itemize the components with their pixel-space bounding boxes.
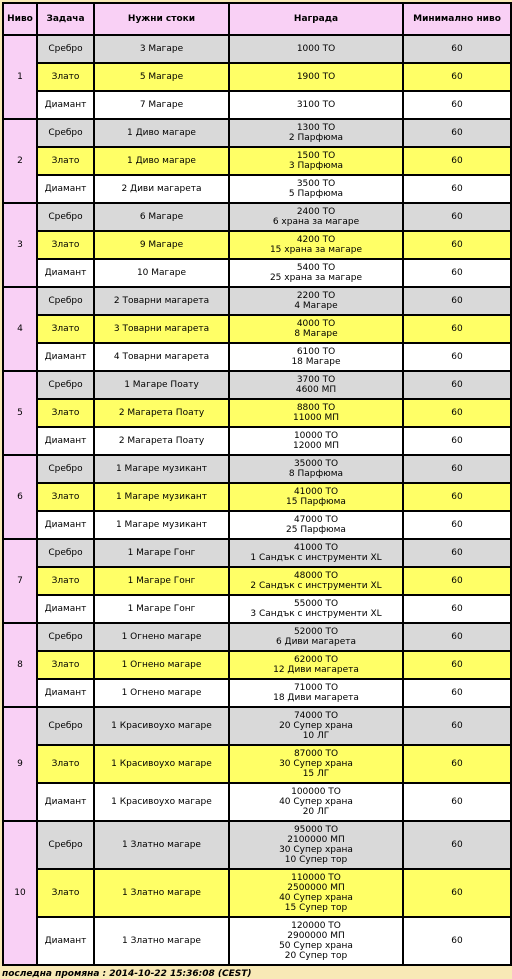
level-cell: 8 [3, 623, 37, 707]
table-row [3, 539, 511, 567]
reward-line: 4 Магаре [294, 301, 338, 311]
reward-line: 4600 МП [295, 385, 337, 395]
reward-line: 30 Супер храна [279, 845, 353, 855]
table-row [3, 483, 511, 511]
needed-goods-cell: 6 Магаре [94, 203, 229, 231]
reward-line: 8 Парфюма [288, 469, 344, 479]
reward-cell [229, 511, 403, 539]
reward-line: 41000 ТО [293, 487, 339, 497]
reward-line: 1000 ТО [296, 44, 336, 54]
task-cell: Злато [37, 63, 94, 91]
task-cell: Диамант [37, 427, 94, 455]
reward-line: 15 ЛГ [302, 769, 330, 779]
min-level-cell: 60 [403, 483, 511, 511]
reward-line: 41000 ТО [293, 543, 339, 553]
reward-line: 20 Супер тор [284, 951, 348, 961]
reward-cell [229, 399, 403, 427]
table-row [3, 917, 511, 965]
level-cell: 3 [3, 203, 37, 287]
task-cell: Злато [37, 651, 94, 679]
needed-goods-cell: 1 Магаре Гонг [94, 539, 229, 567]
needed-goods-cell: 2 Товарни магарета [94, 287, 229, 315]
reward-line: 1 Сандък с инструменти XL [250, 553, 382, 563]
min-level-cell: 60 [403, 623, 511, 651]
table-row [3, 679, 511, 707]
min-level-cell: 60 [403, 511, 511, 539]
task-cell: Злато [37, 483, 94, 511]
task-cell: Диамант [37, 91, 94, 119]
reward-line: 25 храна за магаре [269, 273, 363, 283]
needed-goods-cell: 1 Магаре музикант [94, 511, 229, 539]
min-level-cell: 60 [403, 783, 511, 821]
min-level-cell: 60 [403, 427, 511, 455]
reward-cell [229, 35, 403, 63]
task-cell: Злато [37, 315, 94, 343]
reward-line: 55000 ТО [293, 599, 339, 609]
reward-line: 35000 ТО [293, 459, 339, 469]
table-row [3, 869, 511, 917]
table-row [3, 63, 511, 91]
reward-line: 8 Магаре [294, 329, 338, 339]
reward-cell [229, 595, 403, 623]
reward-cell [229, 821, 403, 869]
reward-cell [229, 231, 403, 259]
reward-line: 110000 ТО [291, 873, 341, 883]
reward-line: 2100000 МП [287, 835, 345, 845]
reward-line: 18 Диви магарета [273, 693, 359, 703]
min-level-cell: 60 [403, 399, 511, 427]
task-cell: Злато [37, 147, 94, 175]
reward-line: 2200 ТО [296, 291, 336, 301]
table-row [3, 595, 511, 623]
reward-cell [229, 147, 403, 175]
task-cell: Сребро [37, 35, 94, 63]
reward-line: 50 Супер храна [279, 941, 353, 951]
reward-line: 6 Диви магарета [275, 637, 357, 647]
table-row [3, 231, 511, 259]
needed-goods-cell: 1 Красивоухо магаре [94, 745, 229, 783]
min-level-cell: 60 [403, 147, 511, 175]
task-cell: Диамант [37, 343, 94, 371]
reward-line: 11000 МП [292, 413, 340, 423]
reward-line: 12000 МП [292, 441, 340, 451]
task-cell: Сребро [37, 287, 94, 315]
reward-line: 48000 ТО [293, 571, 339, 581]
header-min-level: Минимално ниво [403, 3, 511, 35]
table-body [3, 35, 511, 965]
reward-cell [229, 567, 403, 595]
needed-goods-cell: 1 Магаре музикант [94, 455, 229, 483]
reward-line: 20 Супер храна [279, 721, 353, 731]
quest-table [2, 2, 512, 966]
reward-line: 3 Сандък с инструменти XL [250, 609, 382, 619]
reward-line: 2400 ТО [296, 207, 336, 217]
table-row [3, 455, 511, 483]
table-row [3, 371, 511, 399]
reward-line: 10000 ТО [293, 431, 339, 441]
task-cell: Сребро [37, 707, 94, 745]
min-level-cell: 60 [403, 707, 511, 745]
table-row [3, 315, 511, 343]
task-cell: Злато [37, 399, 94, 427]
needed-goods-cell: 3 Магаре [94, 35, 229, 63]
needed-goods-cell: 1 Магаре музикант [94, 483, 229, 511]
reward-line: 4000 ТО [296, 319, 336, 329]
reward-line: 3100 ТО [296, 100, 336, 110]
level-cell: 6 [3, 455, 37, 539]
reward-cell [229, 917, 403, 965]
min-level-cell: 60 [403, 35, 511, 63]
needed-goods-cell: 4 Товарни магарета [94, 343, 229, 371]
reward-line: 87000 ТО [293, 749, 339, 759]
table-row [3, 623, 511, 651]
needed-goods-cell: 1 Магаре Гонг [94, 567, 229, 595]
task-cell: Злато [37, 869, 94, 917]
needed-goods-cell: 1 Диво магаре [94, 119, 229, 147]
task-cell: Диамант [37, 175, 94, 203]
task-cell: Сребро [37, 623, 94, 651]
table-row [3, 399, 511, 427]
level-cell: 5 [3, 371, 37, 455]
reward-cell [229, 783, 403, 821]
reward-cell [229, 259, 403, 287]
min-level-cell: 60 [403, 119, 511, 147]
reward-line: 10 Супер тор [284, 855, 348, 865]
needed-goods-cell: 1 Красивоухо магаре [94, 707, 229, 745]
needed-goods-cell: 1 Огнено магаре [94, 651, 229, 679]
table-row [3, 147, 511, 175]
table-row [3, 745, 511, 783]
task-cell: Сребро [37, 539, 94, 567]
header-level: Ниво [3, 3, 37, 35]
reward-line: 3700 ТО [296, 375, 336, 385]
task-cell: Диамант [37, 511, 94, 539]
reward-cell [229, 679, 403, 707]
needed-goods-cell: 1 Огнено магаре [94, 623, 229, 651]
table-row [3, 651, 511, 679]
reward-cell [229, 483, 403, 511]
task-cell: Злато [37, 745, 94, 783]
needed-goods-cell: 2 Диви магарета [94, 175, 229, 203]
reward-cell [229, 707, 403, 745]
min-level-cell: 60 [403, 651, 511, 679]
task-cell: Злато [37, 231, 94, 259]
reward-line: 1500 ТО [296, 151, 336, 161]
reward-line: 15 Парфюма [286, 497, 346, 507]
table-header-row [3, 3, 511, 35]
level-cell: 4 [3, 287, 37, 371]
reward-line: 1300 ТО [296, 123, 336, 133]
min-level-cell: 60 [403, 203, 511, 231]
reward-cell [229, 869, 403, 917]
reward-line: 30 Супер храна [279, 759, 353, 769]
reward-line: 100000 ТО [291, 787, 341, 797]
min-level-cell: 60 [403, 745, 511, 783]
reward-line: 40 Супер храна [279, 797, 353, 807]
reward-cell [229, 371, 403, 399]
reward-line: 52000 ТО [293, 627, 339, 637]
reward-cell [229, 203, 403, 231]
needed-goods-cell: 10 Магаре [94, 259, 229, 287]
reward-line: 71000 ТО [293, 683, 339, 693]
reward-line: 74000 ТО [293, 711, 339, 721]
task-cell: Злато [37, 567, 94, 595]
level-cell: 7 [3, 539, 37, 623]
reward-line: 10 ЛГ [302, 731, 330, 741]
reward-line: 3500 ТО [296, 179, 336, 189]
min-level-cell: 60 [403, 595, 511, 623]
needed-goods-cell: 1 Магаре Поату [94, 371, 229, 399]
reward-line: 40 Супер храна [279, 893, 353, 903]
reward-line: 25 Парфюма [286, 525, 346, 535]
table-row [3, 203, 511, 231]
needed-goods-cell: 1 Красивоухо магаре [94, 783, 229, 821]
min-level-cell: 60 [403, 679, 511, 707]
task-cell: Диамант [37, 917, 94, 965]
needed-goods-cell: 1 Златно магаре [94, 821, 229, 869]
reward-line: 95000 ТО [293, 825, 339, 835]
min-level-cell: 60 [403, 175, 511, 203]
reward-line: 8800 ТО [296, 403, 336, 413]
reward-line: 6100 ТО [296, 347, 336, 357]
reward-line: 2500000 МП [287, 883, 345, 893]
task-cell: Сребро [37, 821, 94, 869]
table-row [3, 91, 511, 119]
min-level-cell: 60 [403, 917, 511, 965]
header-needed-goods: Нужни стоки [94, 3, 229, 35]
reward-cell [229, 455, 403, 483]
reward-cell [229, 175, 403, 203]
reward-line: 1900 ТО [296, 72, 336, 82]
level-cell: 10 [3, 821, 37, 965]
header-reward: Награда [229, 3, 403, 35]
reward-line: 5400 ТО [296, 263, 336, 273]
min-level-cell: 60 [403, 91, 511, 119]
reward-line: 62000 ТО [293, 655, 339, 665]
table-row [3, 287, 511, 315]
min-level-cell: 60 [403, 231, 511, 259]
reward-line: 2900000 МП [287, 931, 345, 941]
reward-line: 20 ЛГ [302, 807, 330, 817]
table-row [3, 119, 511, 147]
header-task: Задача [37, 3, 94, 35]
reward-line: 12 Диви магарета [273, 665, 359, 675]
level-cell: 1 [3, 35, 37, 119]
reward-line: 5 Парфюма [288, 189, 344, 199]
reward-line: 3 Парфюма [288, 161, 344, 171]
task-cell: Сребро [37, 371, 94, 399]
task-cell: Сребро [37, 119, 94, 147]
table-row [3, 821, 511, 869]
reward-line: 120000 ТО [291, 921, 341, 931]
reward-cell [229, 651, 403, 679]
min-level-cell: 60 [403, 343, 511, 371]
min-level-cell: 60 [403, 455, 511, 483]
table-row [3, 175, 511, 203]
reward-cell [229, 63, 403, 91]
needed-goods-cell: 2 Магарета Поату [94, 427, 229, 455]
min-level-cell: 60 [403, 63, 511, 91]
reward-cell [229, 745, 403, 783]
reward-line: 4200 ТО [296, 235, 336, 245]
table-row [3, 707, 511, 745]
reward-line: 6 храна за магаре [272, 217, 360, 227]
needed-goods-cell: 1 Златно магаре [94, 917, 229, 965]
reward-cell [229, 623, 403, 651]
reward-cell [229, 287, 403, 315]
table-row [3, 783, 511, 821]
min-level-cell: 60 [403, 315, 511, 343]
min-level-cell: 60 [403, 287, 511, 315]
reward-cell [229, 119, 403, 147]
needed-goods-cell: 5 Магаре [94, 63, 229, 91]
reward-line: 2 Парфюма [288, 133, 344, 143]
table-row [3, 343, 511, 371]
task-cell: Диамант [37, 595, 94, 623]
needed-goods-cell: 3 Товарни магарета [94, 315, 229, 343]
needed-goods-cell: 2 Магарета Поату [94, 399, 229, 427]
table-row [3, 427, 511, 455]
reward-cell [229, 539, 403, 567]
needed-goods-cell: 9 Магаре [94, 231, 229, 259]
reward-line: 47000 ТО [293, 515, 339, 525]
min-level-cell: 60 [403, 539, 511, 567]
reward-line: 2 Сандък с инструменти XL [250, 581, 382, 591]
table-row [3, 511, 511, 539]
needed-goods-cell: 1 Огнено магаре [94, 679, 229, 707]
level-cell: 9 [3, 707, 37, 821]
table-row [3, 567, 511, 595]
reward-cell [229, 427, 403, 455]
needed-goods-cell: 1 Диво магаре [94, 147, 229, 175]
min-level-cell: 60 [403, 371, 511, 399]
min-level-cell: 60 [403, 259, 511, 287]
reward-line: 15 храна за магаре [269, 245, 363, 255]
task-cell: Диамант [37, 783, 94, 821]
reward-line: 15 Супер тор [284, 903, 348, 913]
reward-line: 18 Магаре [291, 357, 341, 367]
min-level-cell: 60 [403, 821, 511, 869]
needed-goods-cell: 7 Магаре [94, 91, 229, 119]
task-cell: Сребро [37, 455, 94, 483]
task-cell: Сребро [37, 203, 94, 231]
needed-goods-cell: 1 Магаре Гонг [94, 595, 229, 623]
table-row [3, 35, 511, 63]
min-level-cell: 60 [403, 567, 511, 595]
reward-cell [229, 343, 403, 371]
task-cell: Диамант [37, 259, 94, 287]
reward-cell [229, 315, 403, 343]
level-cell: 2 [3, 119, 37, 203]
min-level-cell: 60 [403, 869, 511, 917]
reward-cell [229, 91, 403, 119]
table-row [3, 259, 511, 287]
last-modified-note: последна промяна : 2014-10-22 15:36:08 (CEST) [2, 969, 252, 979]
needed-goods-cell: 1 Златно магаре [94, 869, 229, 917]
task-cell: Диамант [37, 679, 94, 707]
